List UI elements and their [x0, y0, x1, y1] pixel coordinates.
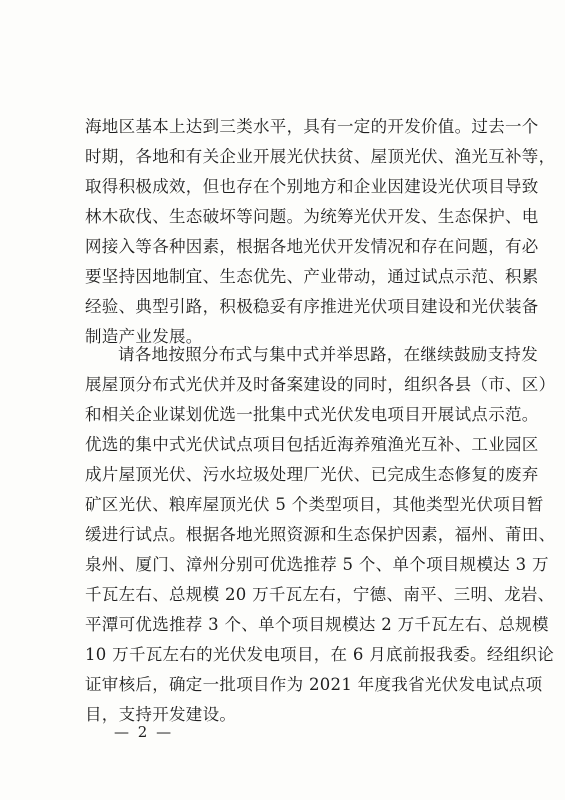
- text-line: 成片屋顶光伏、污水垃圾处理厂光伏、已完成生态修复的废弃: [85, 465, 539, 484]
- text-line: 林木砍伐、生态破坏等问题。为统筹光伏开发、生态保护、电: [85, 207, 539, 226]
- text-line: 取得积极成效，但也存在个别地方和企业因建设光伏项目导致: [85, 177, 539, 196]
- text-line: 千瓦左右、总规模 20 万千瓦左右，宁德、南平、三明、龙岩、: [85, 585, 555, 604]
- text-line: 矿区光伏、粮库屋顶光伏 5 个类型项目，其他类型光伏项目暂: [85, 495, 544, 514]
- text-line: 优选的集中式光伏试点项目包括近海养殖渔光互补、工业园区: [85, 435, 539, 454]
- text-line: 网接入等各种因素，根据各地光伏开发情况和存在问题，有必: [85, 237, 539, 256]
- text-line: 和相关企业谋划优选一批集中式光伏发电项目开展试点示范。: [85, 405, 539, 424]
- page-number: — 2 —: [114, 723, 174, 741]
- text-line: 目，支持开发建设。: [85, 705, 237, 724]
- text-line: 海地区基本上达到三类水平，具有一定的开发价值。过去一个: [85, 117, 539, 136]
- text-line: 平潭可优选推荐 3 个、单个项目规模达 2 万千瓦左右、总规模: [85, 615, 549, 634]
- text-line: 要坚持因地制宜、生态优先、产业带动，通过试点示范、积累: [85, 267, 539, 286]
- text-line: 10 万千瓦左右的光伏发电项目，在 6 月底前报我委。经组织论: [85, 645, 555, 664]
- text-line: 时期，各地和有关企业开展光伏扶贫、屋顶光伏、渔光互补等，: [85, 147, 556, 166]
- text-line: 请各地按照分布式与集中式并举思路，在继续鼓励支持发: [118, 345, 538, 364]
- text-line: 泉州、厦门、漳州分别可优选推荐 5 个、单个项目规模达 3 万: [85, 555, 549, 574]
- text-line: 制造产业发展。: [85, 327, 203, 346]
- text-line: 展屋顶分布式光伏并及时备案建设的同时，组织各县（市、区）: [85, 375, 556, 394]
- text-line: 缓进行试点。根据各地光照资源和生态保护因素，福州、莆田、: [85, 525, 556, 544]
- text-line: 证审核后，确定一批项目作为 2021 年度我省光伏发电试点项: [85, 675, 543, 694]
- text-line: 经验、典型引路，积极稳妥有序推进光伏项目建设和光伏装备: [85, 297, 539, 316]
